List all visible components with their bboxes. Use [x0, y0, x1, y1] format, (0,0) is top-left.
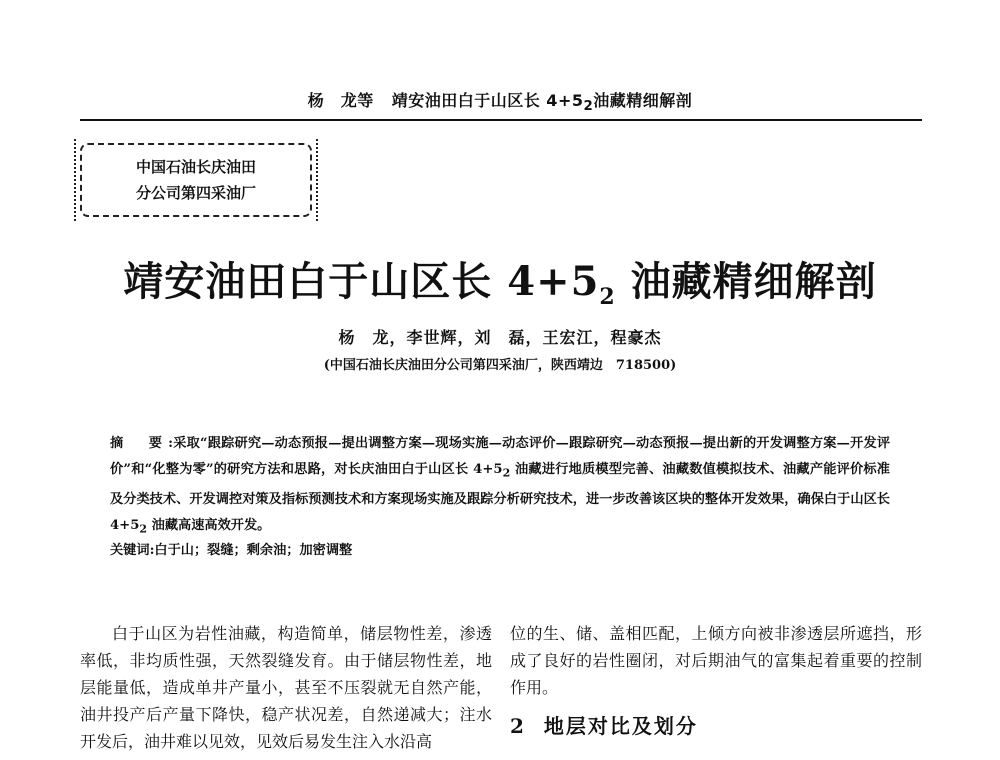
author-address: (中国石油长庆油田分公司第四采油厂，陕西靖边 718500): [323, 358, 677, 373]
paper-title: [0, 250, 1000, 310]
affiliation-box: [80, 143, 312, 217]
running-header-title: 靖安油田白于山区长 4+5: [391, 91, 584, 110]
abstract-subscript-2: 2: [139, 522, 148, 536]
section-number: 2: [510, 714, 526, 738]
body-paragraph-left: 白于山区为岩性油藏，构造简单，储层物性差，渗透率低，非均质性强，天然裂缝发育。由于储层物性差，地层能量低，造成单井产量小，甚至不压裂就无自然产能，油井投产后产量下降快，稳产状况差，自然递减大；注水开发后，油井难以见效，见效后易发生注入水沿高: [80, 624, 492, 751]
body-paragraph-right: 位的生、储、盖相匹配，上倾方向被非渗透层所遮挡，形成了良好的岩性圈闭，对后期油气的富集起着重要的控制作用。: [510, 624, 922, 697]
abstract-text-1: :采取“跟踪研究—动态预报—提出调整方案—现场实施—动态评价—跟踪研究—动态预报—提出新的开发调整方案—开发评价”和“化整为零”的研究方法和思路，对长庆油田白于山区长 4+5: [110, 436, 891, 477]
author-list: 杨 龙，李世辉，刘 磊，王宏江，程豪杰: [338, 328, 662, 347]
affiliation-line-1: 中国石油长庆油田: [135, 158, 256, 176]
abstract-label: 摘 要: [110, 436, 169, 451]
keywords-text: :白于山；裂缝；剩余油；加密调整: [149, 543, 353, 558]
section-heading: [510, 713, 922, 740]
running-header-title-end: 油藏精细解剖: [593, 91, 693, 110]
running-header: [0, 88, 1000, 114]
body-column-left: [80, 620, 492, 755]
abstract: [110, 431, 890, 542]
paper-title-main: 靖安油田白于山区长 4+5: [123, 258, 600, 305]
running-header-authors: 杨 龙等: [307, 91, 374, 110]
abstract-subscript-1: 2: [502, 466, 511, 480]
body-column-right: [510, 620, 922, 740]
running-header-title-subscript: 2: [583, 99, 594, 115]
affiliation-line-2: 分公司第四采油厂: [135, 184, 256, 202]
keywords: [110, 539, 890, 558]
section-title: 地层对比及划分: [543, 714, 698, 738]
keywords-label: 关键词: [110, 543, 150, 558]
paper-title-subscript: 2: [599, 284, 616, 310]
abstract-text-2: 油藏进行地质模型完善、油藏数值模拟技术、油藏产能评价标准及分类技术、开发调控对策及指标预测技术和方案现场实施及跟踪分析研究技术，进一步改善该区块的整体开发效果，确保白于山区长 4+5: [110, 462, 890, 533]
header-rule: [80, 119, 922, 121]
abstract-text-3: 油藏高速高效开发。: [147, 517, 271, 533]
paper-title-end: 油藏精细解剖: [615, 258, 877, 305]
